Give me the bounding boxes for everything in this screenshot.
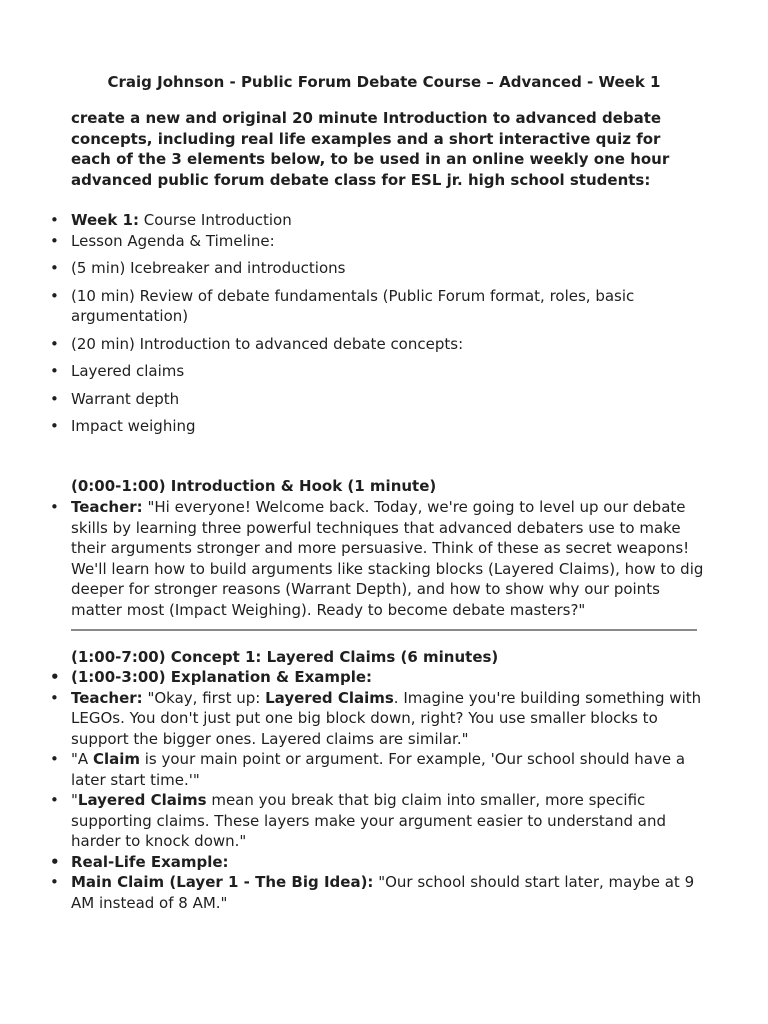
main-claim-item [71,872,711,913]
claim-term: Claim [92,750,140,768]
intro-list [71,497,711,620]
agenda-item: • (20 min) Introduction to advanced debate concepts: [71,334,711,355]
real-life-example-label: • Real-Life Example: [71,852,711,873]
agenda-list [71,210,711,437]
agenda-item: • Warrant depth [71,389,711,410]
layered-text-post: mean you break that big claim into smaller, more specific supporting claims. These layers make your argument easier to understand and harder to knock down." [71,791,667,850]
concept1-teacher-item [71,688,711,750]
layered-definition-item [71,790,711,852]
claim-definition-item [71,749,711,790]
teacher-text: "Hi everyone! Welcome back. Today, we're going to level up our debate skills by learning three powerful techniques that advanced debaters use to make their arguments stronger and more persuasive. Think of these as secret weapons! We'll learn how to build arguments like stacking blocks (Layered Claims), how to dig deeper for stronger reasons (Warrant Depth), and how to show why our points matter most (Impact Weighing). Ready to become debate masters?" [71,498,704,619]
concept1-list [71,667,711,913]
concept1-subheading: • (1:00-3:00) Explanation & Example: [71,667,711,688]
intro-heading: (0:00-1:00) Introduction & Hook (1 minute) [71,477,437,495]
week-label: Week 1: [71,211,139,229]
concept1-heading: (1:00-7:00) Concept 1: Layered Claims (6 minutes) [71,648,499,666]
layered-claims-term: Layered Claims [77,791,207,809]
section-divider [71,629,697,631]
agenda-item-week [71,210,711,231]
agenda-item: • Layered claims [71,361,711,382]
agenda-item: • (5 min) Icebreaker and introductions [71,258,711,279]
teacher-text-post: . Imagine you're building something with LEGOs. You don't just put one big block down, right? You use smaller blocks to support the bigger ones. Layered claims are similar." [71,688,702,748]
layered-text-pre: " [71,791,78,809]
main-claim-text: "Our school should start later, maybe at 9 AM instead of 8 AM." [71,873,695,912]
agenda-item: • (10 min) Review of debate fundamentals (Public Forum format, roles, basic argumentation) [71,286,711,327]
document-title: Craig Johnson - Public Forum Debate Course – Advanced - Week 1 [107,73,661,91]
teacher-label: Teacher: [71,498,143,516]
agenda-item: • Impact weighing [71,416,711,437]
main-claim-label: Main Claim (Layer 1 - The Big Idea): [71,873,374,891]
teacher-label: Teacher: [71,688,143,707]
teacher-text-pre: "Okay, first up: [142,688,266,707]
agenda-item: • Lesson Agenda & Timeline: [71,231,711,252]
claim-text-pre: "A [71,750,93,768]
layered-claims-term: Layered Claims [265,688,394,707]
intro-teacher-item [71,497,711,620]
week-text: Course Introduction [139,211,292,229]
assignment-prompt: create a new and original 20 minute Introduction to advanced debate concepts, including real life examples and a short interactive quiz for each of the 3 elements below, to be used in an online weekly one hour advanced public forum debate class for ESL jr. high school students: [71,109,670,189]
claim-text-post: is your main point or argument. For example, 'Our school should have a later start time.'" [71,750,686,789]
